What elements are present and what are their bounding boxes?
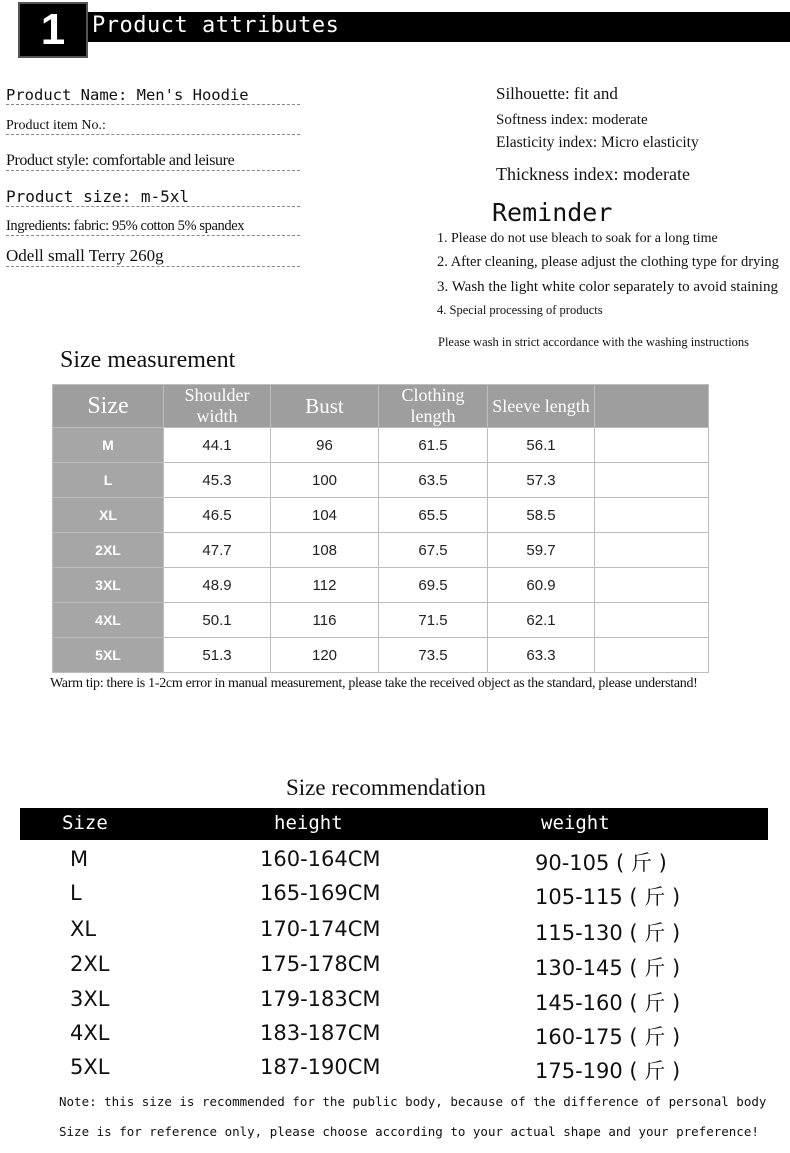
size-label: 3XL: [70, 987, 110, 1011]
table-cell: [595, 428, 709, 463]
height-range: 183-187CM: [260, 1021, 381, 1045]
table-cell: 112: [271, 568, 379, 603]
table-header-row: [53, 385, 709, 428]
table-row: [53, 603, 709, 638]
table-cell: 104: [271, 498, 379, 533]
table-cell: 61.5: [379, 428, 488, 463]
column-header: [595, 385, 709, 428]
size-label: 2XL: [70, 952, 110, 976]
table-cell: 58.5: [488, 498, 595, 533]
table-cell: 48.9: [164, 568, 271, 603]
table-cell: 56.1: [488, 428, 595, 463]
table-cell: 57.3: [488, 463, 595, 498]
weight-range: 160-175 ( 斤 ): [535, 1025, 681, 1049]
table-row: [53, 498, 709, 533]
reminder-item: 3. Wash the light white color separately to avoid staining: [437, 279, 778, 295]
table-row: [53, 428, 709, 463]
column-header: height: [274, 812, 343, 834]
attr-elasticity: Elasticity index: Micro elasticity: [496, 134, 699, 151]
size-cell: 3XL: [53, 568, 164, 603]
attr-fabric-detail: Odell small Terry 260g: [6, 246, 300, 267]
table-cell: [595, 498, 709, 533]
table-cell: [595, 603, 709, 638]
column-header: Bust: [271, 385, 379, 428]
size-label: XL: [70, 917, 97, 941]
section-title-bar: [88, 12, 790, 40]
recommendation-row: [20, 949, 768, 981]
size-cell: 5XL: [53, 638, 164, 673]
attr-product-style: Product style: comfortable and leisure: [6, 152, 300, 171]
recommendation-row: [20, 914, 768, 946]
reminder-item: 1. Please do not use bleach to soak for a long time: [437, 231, 718, 246]
warm-tip: Warm tip: there is 1-2cm error in manual measurement, please take the received object as the standard, please understand!: [50, 676, 698, 691]
size-cell: 2XL: [53, 533, 164, 568]
table-row: [53, 638, 709, 673]
weight-range: 145-160 ( 斤 ): [535, 991, 681, 1015]
attr-item-no: Product item No.:: [6, 118, 300, 135]
weight-range: 175-190 ( 斤 ): [535, 1059, 681, 1083]
table-cell: 47.7: [164, 533, 271, 568]
size-cell: M: [53, 428, 164, 463]
weight-range: 90-105 ( 斤 ): [535, 851, 667, 875]
size-recommendation-title: Size recommendation: [286, 775, 486, 800]
column-header: Sleeve length: [488, 385, 595, 428]
recommendation-row: [20, 1052, 768, 1084]
column-header: Clothing length: [379, 385, 488, 428]
table-cell: [595, 638, 709, 673]
attr-ingredients: Ingredients: fabric: 95% cotton 5% spandex: [6, 218, 300, 236]
size-cell: 4XL: [53, 603, 164, 638]
reminder-title: Reminder: [492, 198, 613, 227]
height-range: 187-190CM: [260, 1055, 381, 1079]
recommendation-row: [20, 1018, 768, 1050]
reminder-item: 4. Special processing of products: [437, 303, 603, 317]
column-header: Shoulder width: [164, 385, 271, 428]
table-cell: 100: [271, 463, 379, 498]
reminder-item: 2. After cleaning, please adjust the clothing type for drying: [437, 254, 779, 270]
size-label: M: [70, 847, 89, 871]
weight-range: 105-115 ( 斤 ): [535, 885, 681, 909]
table-cell: 50.1: [164, 603, 271, 638]
table-cell: 44.1: [164, 428, 271, 463]
attr-thickness: Thickness index: moderate: [496, 164, 690, 184]
weight-range: 130-145 ( 斤 ): [535, 956, 681, 980]
table-cell: 73.5: [379, 638, 488, 673]
table-row: [53, 568, 709, 603]
attr-product-size: Product size: m-5xl: [6, 187, 300, 207]
section-number: 1: [40, 5, 66, 54]
table-cell: 120: [271, 638, 379, 673]
table-cell: 51.3: [164, 638, 271, 673]
table-cell: [595, 533, 709, 568]
table-cell: 59.7: [488, 533, 595, 568]
size-measurement-title: Size measurement: [60, 347, 236, 373]
size-label: L: [70, 881, 82, 905]
height-range: 165-169CM: [260, 881, 381, 905]
table-cell: 63.3: [488, 638, 595, 673]
column-header: weight: [541, 812, 610, 834]
size-measurement-table: [52, 384, 709, 673]
table-cell: 71.5: [379, 603, 488, 638]
size-label: 4XL: [70, 1021, 110, 1045]
section-number-badge: [18, 2, 88, 58]
height-range: 179-183CM: [260, 987, 381, 1011]
table-cell: [595, 463, 709, 498]
column-header: Size: [53, 385, 164, 428]
table-cell: 96: [271, 428, 379, 463]
table-row: [53, 533, 709, 568]
table-cell: 65.5: [379, 498, 488, 533]
attr-softness: Softness index: moderate: [496, 112, 648, 128]
recommendation-note: Size is for reference only, please choose according to your actual shape and your preference!: [59, 1124, 759, 1139]
height-range: 160-164CM: [260, 847, 381, 871]
table-cell: 46.5: [164, 498, 271, 533]
table-cell: 69.5: [379, 568, 488, 603]
recommendation-header-bar: [20, 808, 768, 840]
attr-product-name: Product Name: Men's Hoodie: [6, 86, 300, 105]
column-header: Size: [62, 812, 108, 834]
table-cell: 108: [271, 533, 379, 568]
section-title: Product attributes: [92, 13, 340, 38]
recommendation-row: [20, 844, 768, 876]
header-underline: [88, 40, 790, 42]
table-cell: [595, 568, 709, 603]
table-cell: 62.1: [488, 603, 595, 638]
washing-note: Please wash in strict accordance with the washing instructions: [438, 335, 750, 349]
size-cell: XL: [53, 498, 164, 533]
size-cell: L: [53, 463, 164, 498]
table-cell: 116: [271, 603, 379, 638]
weight-range: 115-130 ( 斤 ): [535, 921, 681, 945]
recommendation-row: [20, 984, 768, 1016]
table-cell: 60.9: [488, 568, 595, 603]
recommendation-row: [20, 878, 768, 910]
table-cell: 67.5: [379, 533, 488, 568]
height-range: 175-178CM: [260, 952, 381, 976]
table-cell: 45.3: [164, 463, 271, 498]
table-cell: 63.5: [379, 463, 488, 498]
height-range: 170-174CM: [260, 917, 381, 941]
size-label: 5XL: [70, 1055, 110, 1079]
table-row: [53, 463, 709, 498]
attr-silhouette: Silhouette: fit and: [496, 84, 618, 103]
recommendation-note: Note: this size is recommended for the public body, because of the difference of personal body: [59, 1094, 767, 1109]
